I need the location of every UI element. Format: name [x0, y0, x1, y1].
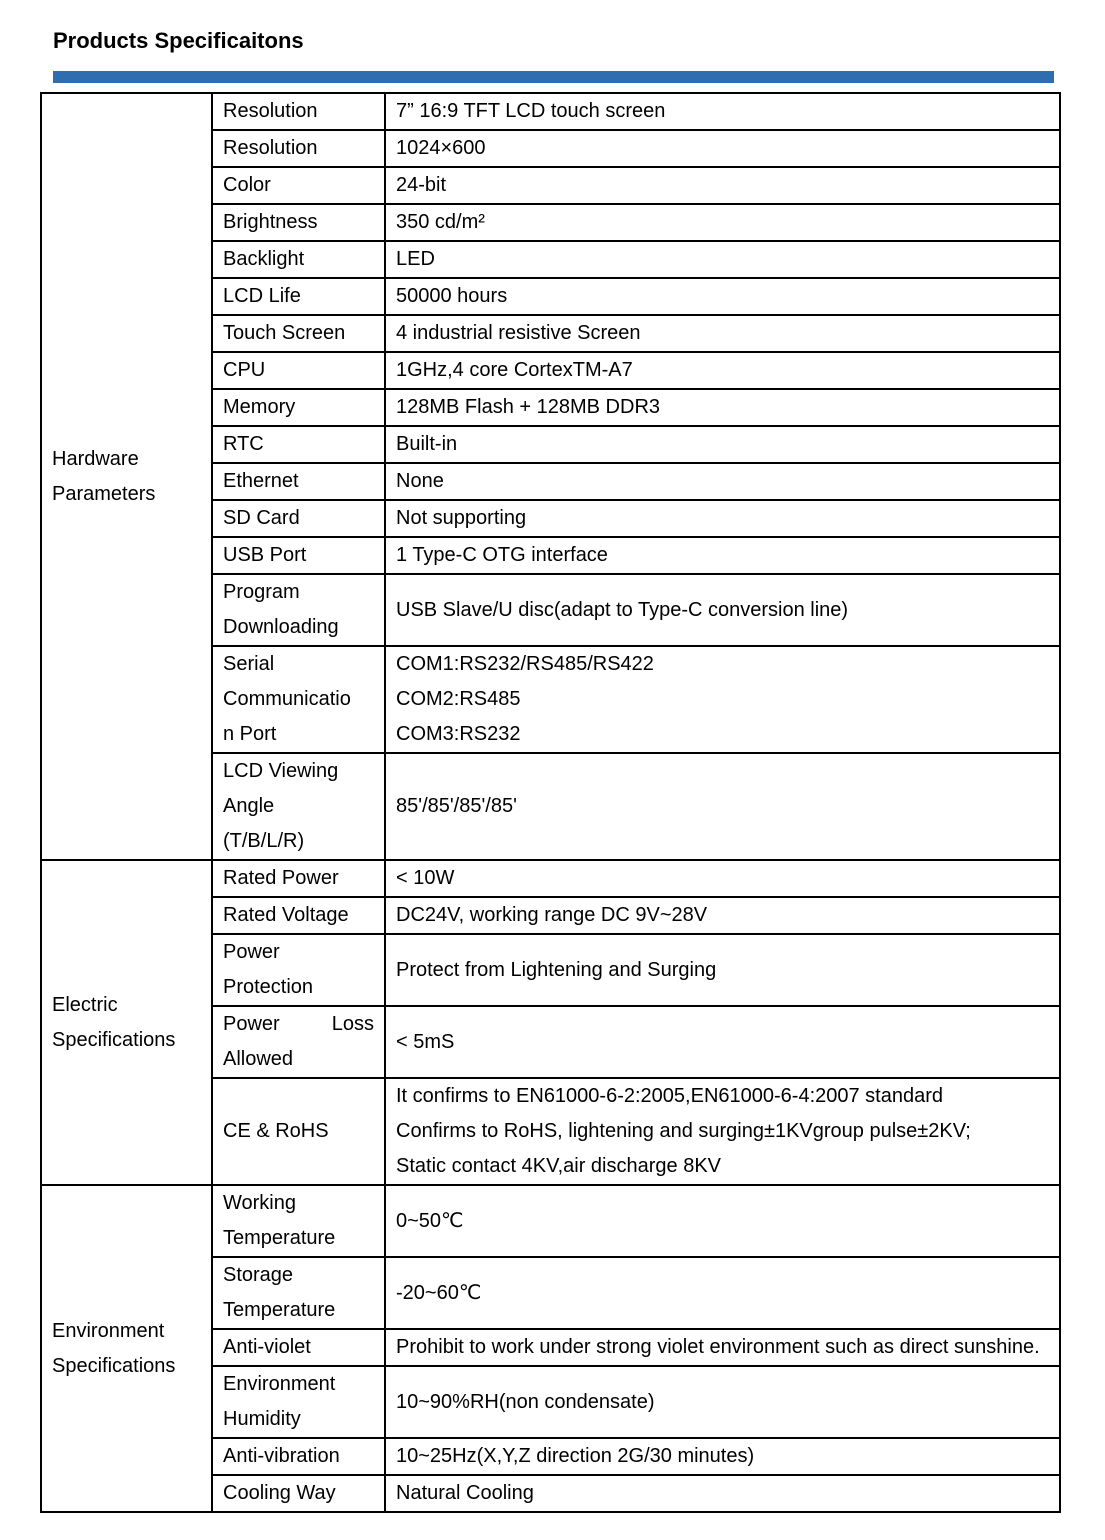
param-value-line: Protect from Lightening and Surging [396, 958, 717, 981]
param-value [385, 463, 1060, 500]
param-value-line: 128MB Flash + 128MB DDR3 [396, 396, 661, 418]
param-name [212, 1185, 385, 1257]
param-name [212, 537, 385, 574]
param-name-line: Downloading [223, 616, 339, 638]
param-name-line: Rated Power [223, 867, 339, 889]
param-value-line: 7” 16:9 TFT LCD touch screen [396, 100, 666, 122]
param-value [385, 500, 1060, 537]
param-value [385, 753, 1060, 860]
param-value [385, 426, 1060, 463]
group-label-line: Specifications [52, 1028, 176, 1051]
param-name-line: Environment [223, 1373, 336, 1395]
param-name-line: Angle [223, 795, 275, 817]
spec-row [41, 1185, 1060, 1257]
param-name-line: LCD Viewing [223, 760, 339, 782]
param-name-line: Temperature [223, 1227, 336, 1249]
param-value-line: LED [396, 248, 435, 270]
group-label-line: Parameters [52, 482, 156, 505]
param-name-line: Program [223, 581, 300, 603]
param-name [212, 934, 385, 1006]
param-value [385, 934, 1060, 1006]
param-name-line: Storage [223, 1264, 294, 1286]
param-name [212, 1366, 385, 1438]
param-name-line: Resolution [223, 137, 318, 159]
param-value [385, 241, 1060, 278]
group-label-line: Specifications [52, 1354, 176, 1377]
param-value [385, 278, 1060, 315]
param-value-line: 10~90%RH(non condensate) [396, 1390, 655, 1413]
param-value [385, 537, 1060, 574]
param-name-line: RTC [223, 433, 264, 455]
param-name [212, 1475, 385, 1512]
param-value-line: 10~25Hz(X,Y,Z direction 2G/30 minutes) [396, 1445, 755, 1467]
param-name-line: Backlight [223, 248, 305, 270]
param-value-line: -20~60℃ [396, 1281, 482, 1304]
group-label [41, 860, 212, 1185]
param-value [385, 204, 1060, 241]
param-name [212, 426, 385, 463]
param-name [212, 646, 385, 753]
param-name-line: Color [223, 174, 271, 196]
param-name-line: LCD Life [223, 285, 301, 307]
param-value-line: 24-bit [396, 174, 447, 196]
param-name [212, 1078, 385, 1185]
param-value [385, 574, 1060, 646]
param-value [385, 352, 1060, 389]
param-value-line: 85'/85'/85'/85' [396, 795, 517, 817]
param-value [385, 93, 1060, 130]
param-name [212, 897, 385, 934]
param-value [385, 1185, 1060, 1257]
param-value-line: COM3:RS232 [396, 723, 521, 745]
param-value [385, 1438, 1060, 1475]
param-value-line: 4 industrial resistive Screen [396, 322, 641, 344]
param-name-line: Cooling Way [223, 1482, 336, 1504]
group-label [41, 1185, 212, 1512]
param-name-line: Rated Voltage [223, 904, 349, 926]
param-value-line: Natural Cooling [396, 1482, 534, 1504]
param-name [212, 463, 385, 500]
param-name [212, 389, 385, 426]
param-value-line: 350 cd/m² [396, 211, 485, 233]
param-value-line: 0~50℃ [396, 1209, 464, 1232]
param-value [385, 389, 1060, 426]
param-value [385, 1257, 1060, 1329]
param-name-line: Anti-vibration [223, 1445, 340, 1467]
param-name [212, 1329, 385, 1366]
param-value [385, 1366, 1060, 1438]
param-value-line: None [396, 470, 444, 492]
spec-table [40, 92, 1061, 1513]
param-name-line: n Port [223, 723, 277, 745]
param-name-line: CPU [223, 359, 266, 381]
spec-row [41, 93, 1060, 130]
param-value-line: < 5mS [396, 1030, 455, 1053]
group-label-line: Hardware [52, 447, 139, 470]
param-name-line: Brightness [223, 211, 318, 233]
param-value-line: COM1:RS232/RS485/RS422 [396, 653, 654, 675]
param-value [385, 130, 1060, 167]
param-name-line: SD Card [223, 507, 300, 529]
spec-table-body [41, 93, 1060, 1512]
param-name [212, 167, 385, 204]
param-value-line: Prohibit to work under strong violet environment such as direct sunshine. [396, 1336, 1040, 1358]
param-name [212, 1006, 385, 1078]
param-value-line: Static contact 4KV,air discharge 8KV [396, 1155, 721, 1177]
param-value-line: Confirms to RoHS, lightening and surging±1KVgroup pulse±2KV; [396, 1120, 971, 1142]
param-name-line: Serial [223, 653, 275, 675]
param-value [385, 860, 1060, 897]
param-name-line: Ethernet [223, 470, 299, 492]
param-name-line: Power [223, 941, 280, 963]
param-value [385, 646, 1060, 753]
param-name [212, 130, 385, 167]
param-name [212, 860, 385, 897]
param-name [212, 1438, 385, 1475]
param-name [212, 352, 385, 389]
param-name [212, 241, 385, 278]
param-value [385, 1329, 1060, 1366]
param-name [212, 1257, 385, 1329]
param-name-line: Communicatio [223, 688, 351, 710]
param-name-line: USB Port [223, 544, 307, 566]
param-value [385, 315, 1060, 352]
param-value-line: 1024×600 [396, 137, 486, 159]
param-value-line: 50000 hours [396, 285, 508, 307]
param-value [385, 1006, 1060, 1078]
param-name [212, 753, 385, 860]
param-name [212, 93, 385, 130]
param-name-line: CE & RoHS [223, 1120, 329, 1142]
param-value-line: 1GHz,4 core CortexTM-A7 [396, 359, 633, 381]
param-name-line: (T/B/L/R) [223, 830, 305, 852]
param-name [212, 500, 385, 537]
param-value-line: DC24V, working range DC 9V~28V [396, 904, 708, 926]
param-name-line: Allowed [223, 1048, 294, 1070]
param-value-line: Not supporting [396, 507, 527, 529]
page-title: Products Specificaitons [53, 28, 304, 53]
param-value-line: 1 Type-C OTG interface [396, 544, 608, 566]
param-name [212, 278, 385, 315]
param-value [385, 167, 1060, 204]
param-value-line: USB Slave/U disc(adapt to Type-C conversion line) [396, 598, 849, 621]
spec-row [41, 860, 1060, 897]
param-name [212, 574, 385, 646]
param-name [212, 315, 385, 352]
param-name-line: Resolution [223, 100, 318, 122]
param-name-line: Power Loss [223, 1013, 374, 1035]
param-name-line: Touch Screen [223, 322, 346, 344]
param-name-line: Protection [223, 976, 314, 998]
param-name-line: Working [223, 1192, 296, 1214]
param-name-line: Temperature [223, 1299, 336, 1321]
param-name-line: Anti-violet [223, 1336, 311, 1358]
param-name [212, 204, 385, 241]
param-value [385, 1078, 1060, 1185]
param-value-line: It confirms to EN61000-6-2:2005,EN61000-6-4:2007 standard [396, 1085, 944, 1107]
param-value [385, 897, 1060, 934]
group-label-line: Electric [52, 993, 118, 1016]
title-rule [53, 71, 1054, 83]
group-label-line: Environment [52, 1319, 165, 1342]
param-value-line: COM2:RS485 [396, 688, 521, 710]
param-value-line: Built-in [396, 433, 458, 455]
param-name-line: Memory [223, 396, 296, 418]
param-value-line: < 10W [396, 867, 455, 889]
param-name-line: Humidity [223, 1408, 301, 1430]
param-value [385, 1475, 1060, 1512]
group-label [41, 93, 212, 860]
